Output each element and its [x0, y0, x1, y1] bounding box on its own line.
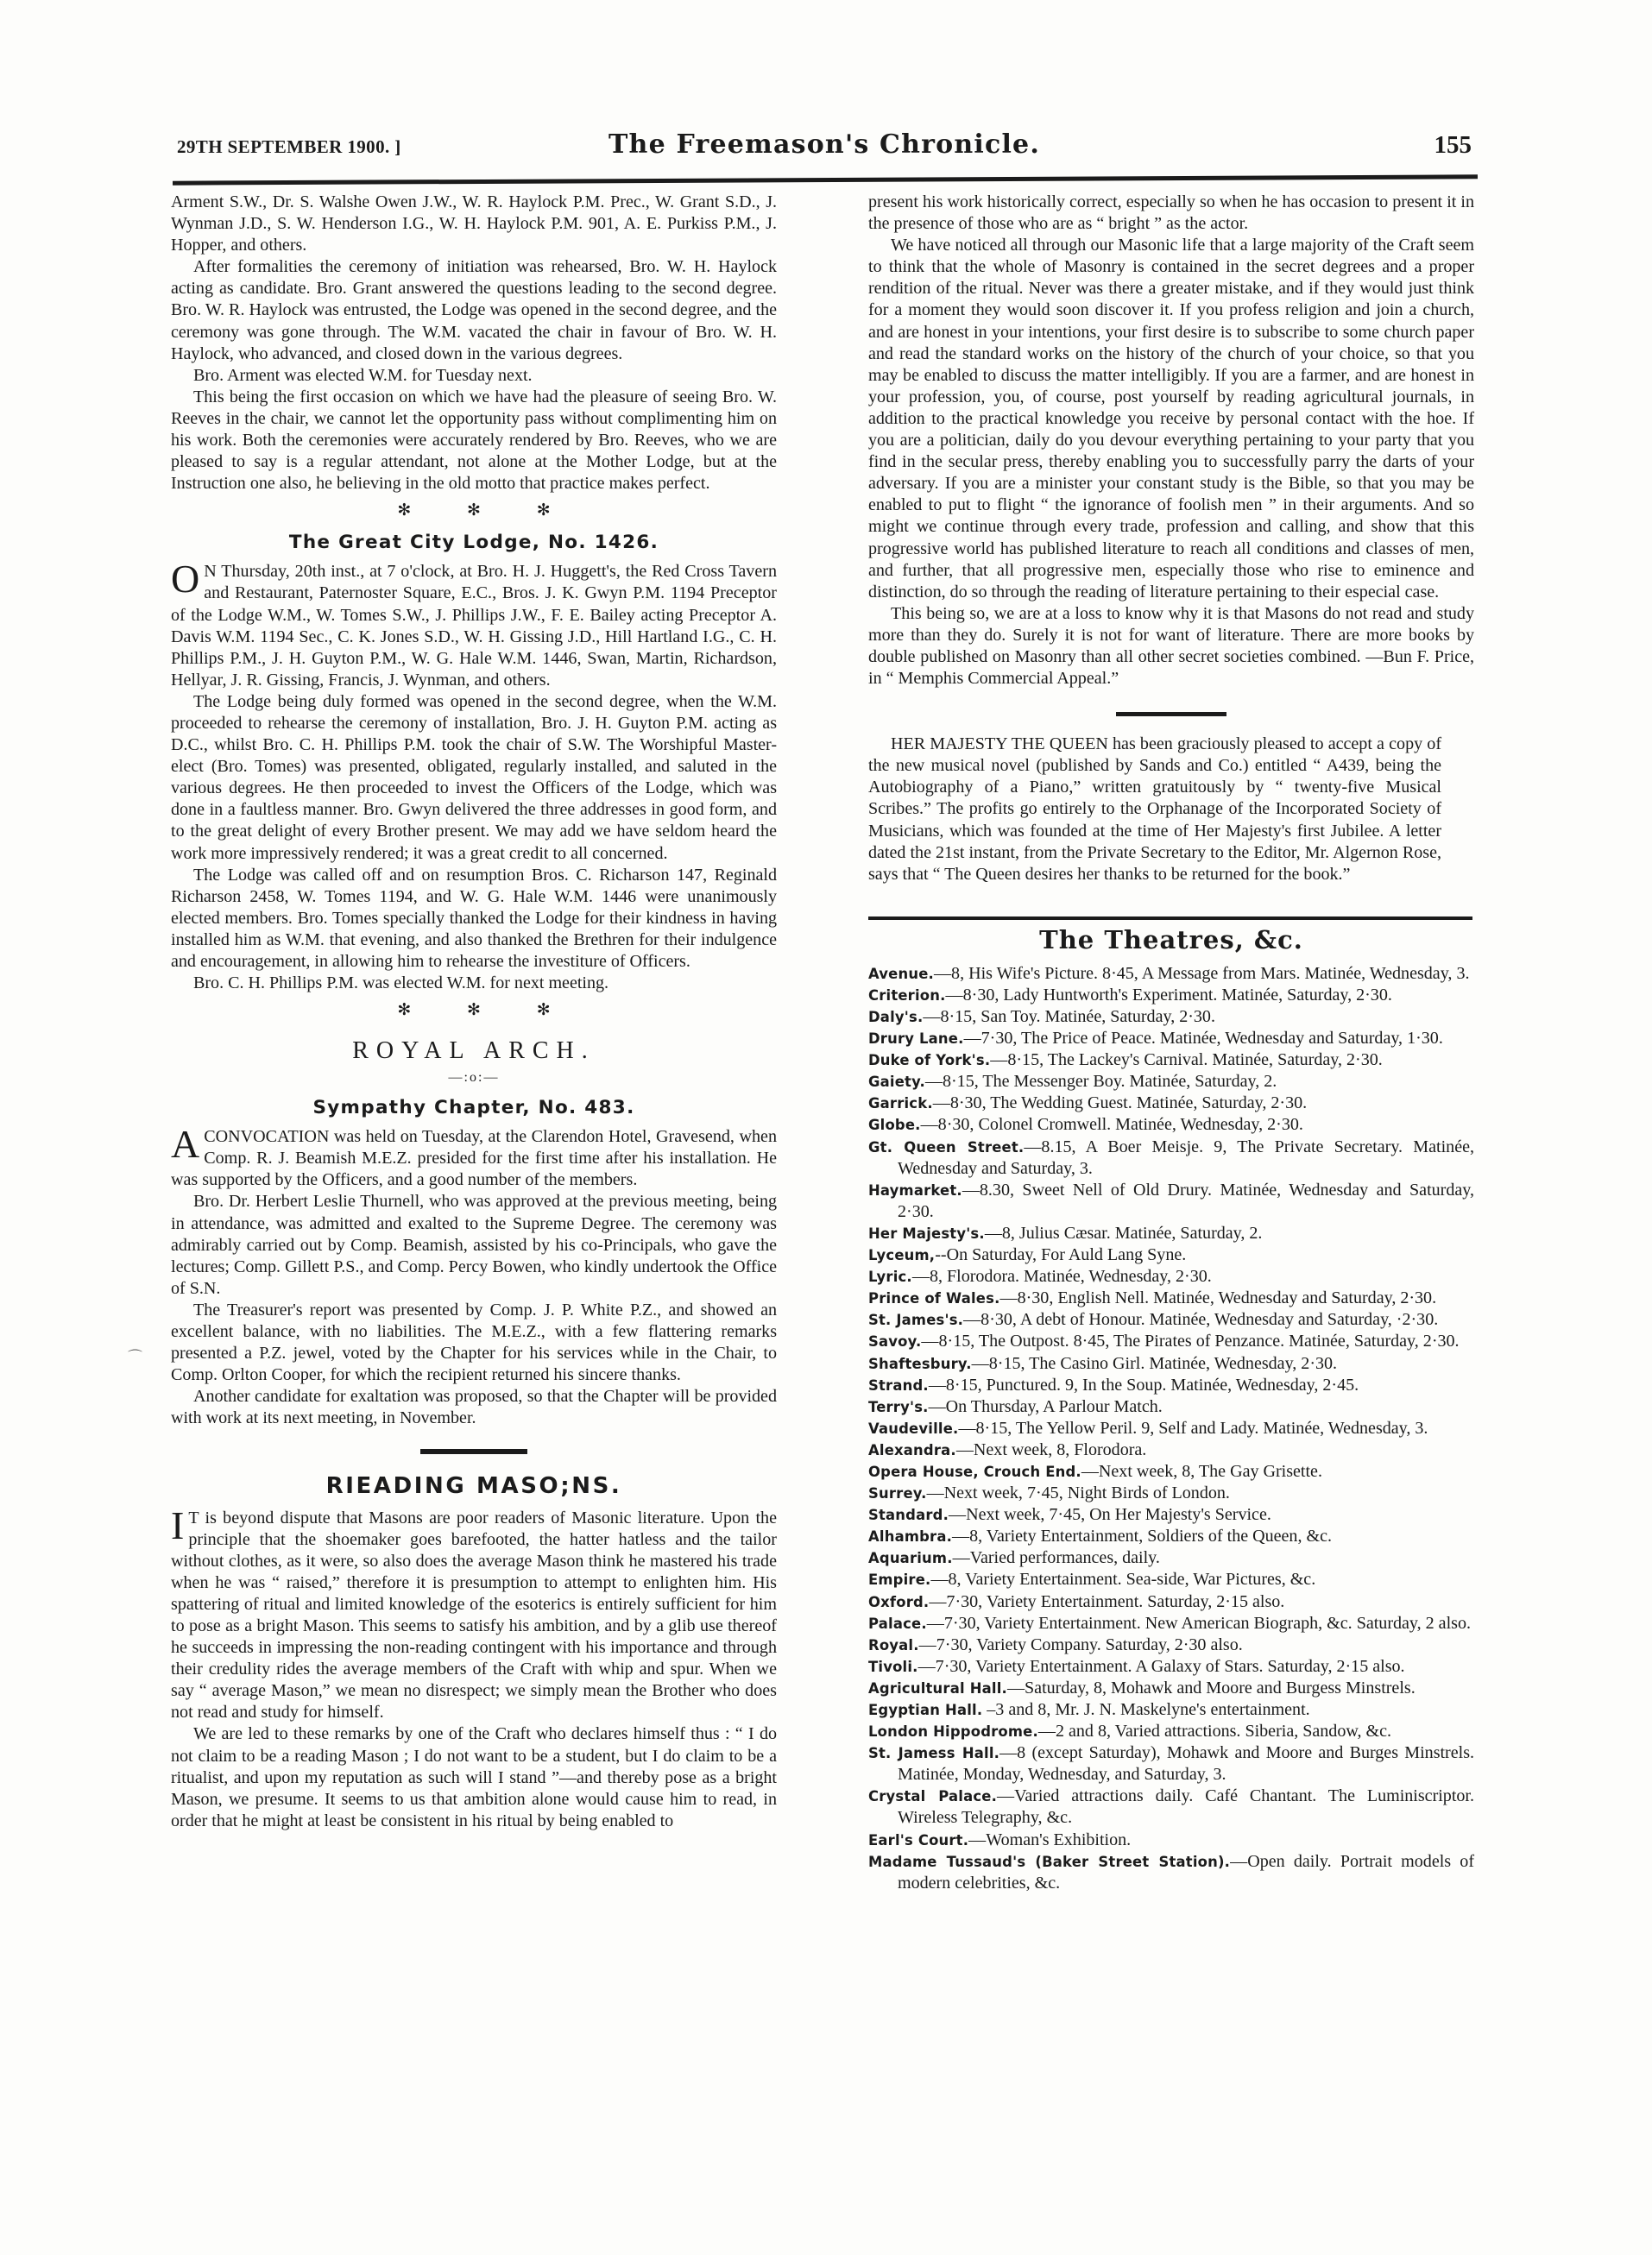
theatre-listing-item	[868, 1678, 1474, 1699]
theatre-listing-item	[868, 1137, 1474, 1180]
theatre-listing-item	[868, 1830, 1474, 1851]
theatre-programme-detail: —7·30, Variety Entertainment. Saturday, 2·15 also.	[929, 1591, 1285, 1611]
theatre-listing-item	[868, 1309, 1474, 1331]
sympathy-chapter-heading: Sympathy Chapter, No. 483.	[312, 1097, 635, 1119]
theatre-venue-name: Gaiety.	[868, 1074, 925, 1091]
theatre-programme-detail: —Next week, 7·45, Night Birds of London.	[926, 1483, 1230, 1503]
section-rule	[420, 1449, 527, 1454]
sympathy-chapter-paragraph: The Treasurer's report was presented by Comp. J. P. White P.Z., and showed an excellent balance, with no liabilities. The M.E.Z., with a few flattering remarks presented a P.Z. jewel, voted by the Chapter for his services while in the Chair, to Comp. Orlton Cooper, for which the recipient returned his sincere thanks.	[171, 1300, 777, 1385]
theatre-listing-item	[868, 1418, 1474, 1439]
theatre-programme-detail: —7·30, Variety Entertainment. New American Biograph, &c. Saturday, 2 also.	[926, 1613, 1471, 1633]
royal-arch-divider: —:o:—	[448, 1070, 500, 1086]
theatre-venue-name: Savoy.	[868, 1333, 922, 1351]
editorial-paragraph: present his work historically correct, especially so when he has occasion to present it in the presence of those who are as “ bright ” as the actor.	[868, 192, 1474, 234]
theatre-venue-name: Alexandra.	[868, 1441, 956, 1458]
theatre-listing-item	[868, 1114, 1474, 1136]
theatre-programme-detail: —7·30, Variety Entertainment. A Galaxy of Stars. Saturday, 2·15 also.	[917, 1656, 1405, 1676]
theatre-programme-detail: —8.15, A Boer Meisje. 9, The Private Secretary. Matinée, Wednesday and Saturday, 3.	[898, 1137, 1474, 1178]
theatre-venue-name: Terry's.	[868, 1398, 929, 1415]
sympathy-chapter-paragraph: Another candidate for exaltation was proposed, so that the Chapter will be provided with work at its next meeting, in November.	[171, 1387, 777, 1428]
theatre-venue-name: Royal.	[868, 1636, 919, 1653]
theatre-programme-detail: —2 and 8, Varied attractions. Siberia, Sandow, &c.	[1037, 1722, 1392, 1742]
theatre-listing-item	[868, 1071, 1474, 1093]
theatre-listing-item	[868, 1591, 1474, 1613]
theatre-venue-name: Empire.	[868, 1572, 931, 1589]
drop-cap-letter: O	[171, 557, 200, 602]
theatre-venue-name: Madame Tussaud's (Baker Street Station).	[868, 1853, 1231, 1870]
theatre-venue-name: Agricultural Hall.	[868, 1679, 1007, 1697]
theatre-programme-detail: —Varied performances, daily.	[952, 1548, 1160, 1568]
masthead-rule	[173, 174, 1478, 185]
theatre-listing-item	[868, 1526, 1474, 1547]
star-divider: ✻ ✻ ✻	[397, 501, 577, 520]
lodge-report-paragraph: Bro. Arment was elected W.M. for Tuesday next.	[193, 365, 533, 385]
theatre-listing-item	[868, 1742, 1474, 1786]
theatre-programme-detail: —8·15, The Messenger Boy. Matinée, Saturday, 2.	[924, 1072, 1277, 1092]
issue-date: 29TH SEPTEMBER 1900. ]	[177, 136, 401, 157]
page-number: 155	[1434, 131, 1472, 159]
theatre-venue-name: St. Jamess Hall.	[868, 1745, 1000, 1762]
great-city-lodge-paragraph: The Lodge being duly formed was opened in the second degree, when the W.M. proceeded to rehearse the ceremony of installation, Bro. J. H. Guyton P.M. acting as D.C., whilst Bro. C. H. Phillips P.M. took the chair of S.W. The Worshipful Master-elect (Bro. Tomes) was presented, obligated, regularly installed, and saluted in the various degrees. He then proceeded to invest the Officers of the Lodge, which was done in a faultless manner. Bro. Gwyn delivered the three addresses in good form, and to the great delight of every Brother present. We may add we have seldom heard the work more impressively rendered; it was a great credit to all concerned.	[171, 691, 777, 863]
theatre-venue-name: St. James's.	[868, 1312, 964, 1329]
theatre-venue-name: Surrey.	[868, 1485, 927, 1502]
editorial-paragraph: We have noticed all through our Masonic life that a large majority of the Craft seem to think that the whole of Masonry is contained in the secret degrees and a proper rendition of the ritual. Never was there a greater mistake, and if they would just think for a moment they would soon discover it. If you profess religion and join a church, and are honest in your intentions, your first desire is to subscribe to some church paper and read the standard works on the history of the church of your choice, so that you may be enabled to discuss the matter intelligibly. If you are a farmer, and are honest in your profession, you, of course, post yourself by reading agricultural journals, in addition to the practical knowledge you receive by personal contact with the hoe. If you are a politician, daily do you devour everything pertaining to your party that you find in the secular press, thereby enabling you to successfully parry the darts of your adversary. If you are a minister your constant study is the Bible, so that you may be enabled to put to flight “ the ignorance of foolish men ” in their arguments. And so might we continue through every trade, profession and calling, and show that this progressive world has published literature to reach all conditions and classes of men, and further, that all progressive men, especially those who rise to eminence and distinction, do so through the reading of literature pertaining to their especial case.	[868, 236, 1474, 602]
theatre-programme-detail: —Open daily. Portrait models of modern celebrities, &c.	[898, 1851, 1475, 1893]
theatre-listing-item	[868, 1244, 1474, 1266]
theatre-venue-name: Her Majesty's.	[868, 1225, 985, 1242]
theatre-listing-item	[868, 1483, 1474, 1504]
great-city-lodge-heading: The Great City Lodge, No. 1426.	[288, 532, 659, 554]
theatre-venue-name: Palace.	[868, 1615, 927, 1632]
theatre-listing-item	[868, 1049, 1474, 1071]
paragraph-text: T is beyond dispute that Masons are poor readers of Masonic literature. Upon the principle that the shoemaker goes barefooted, the hatter hatless and the tailor without clothes, as it were, so also does the average Mason think he mastered his trade when he was “ raised,” therefore it is presumption to attempt to enlighten him. His spattering of ritual and limited knowledge of the esoterics is entirely sufficient for him to pose as a bright Mason. This seems to satisfy his ambition, and by a glib use thereof he succeeds in impressing the non-reading contingent with his importance and through their credulity rides the average members of the Craft with whip and spur. When we say “ average Mason,” we mean no disrespect; we simply mean the Brother who does not read and study for himself.	[171, 1508, 777, 1723]
paragraph-text: CONVOCATION was held on Tuesday, at the Clarendon Hotel, Gravesend, when Comp. R. J. Beamish M.E.Z. presided for the first time after his installation. He was supported by the Officers, and a good number of the members.	[171, 1127, 777, 1190]
theatre-venue-name: Lyric.	[868, 1269, 912, 1286]
theatre-listing-item	[868, 1180, 1474, 1223]
editorial-paragraph: This being so, we are at a loss to know why it is that Masons do not read and study more than they do. Surely it is not for want of literature. There are more books by double published on Masonry than all other secret societies combined. —Bun F. Price, in “ Memphis Commercial Appeal.”	[868, 603, 1474, 689]
theatre-listing-item	[868, 1851, 1474, 1894]
theatre-venue-name: Alhambra.	[868, 1528, 953, 1546]
theatre-venue-name: Crystal Palace.	[868, 1788, 997, 1805]
drop-cap-letter: A	[171, 1122, 200, 1167]
paragraph-text: N Thursday, 20th inst., at 7 o'clock, at Bro. H. J. Huggett's, the Red Cross Tavern and Restaurant, Paternoster Square, E.C., Bros. J. K. Gwyn P.M. 1194 Preceptor of the Lodge W.M., W. Tomes S.W., J. Phillips J.W., F. E. Bailey acting Preceptor A. Davis W.M. 1194 Sec., C. K. Jones S.D., W. H. Gissing J.D., Hill Hartland I.G., C. H. Phillips P.M., J. H. Guyton P.M., W. G. Hale W.M. 1446, Swan, Martin, Richardson, Hellyar, J. R. Gissing, Francis, J. Wynman, and others.	[171, 562, 777, 690]
reading-masons-opening	[171, 1502, 777, 1724]
theatre-programme-detail: —8·30, Colonel Cromwell. Matinée, Wednesday, 2·30.	[920, 1115, 1303, 1135]
theatre-listing-item	[868, 1635, 1474, 1656]
theatre-listing-item	[868, 1223, 1474, 1244]
theatre-programme-detail: —Woman's Exhibition.	[968, 1830, 1132, 1849]
theatre-venue-name: Aquarium.	[868, 1550, 953, 1567]
theatre-venue-name: Tivoli.	[868, 1658, 918, 1675]
theatre-venue-name: Standard.	[868, 1507, 949, 1524]
theatre-programme-detail: —8, His Wife's Picture. 8·45, A Message from Mars. Matinée, Wednesday, 3.	[933, 963, 1470, 983]
theatre-programme-detail: —Next week, 7·45, On Her Majesty's Service.	[949, 1505, 1271, 1525]
theatre-venue-name: Prince of Wales.	[868, 1290, 1000, 1307]
theatre-programme-detail: —7·30, The Price of Peace. Matinée, Wednesday and Saturday, 1·30.	[963, 1029, 1443, 1049]
theatre-listing-item	[868, 1656, 1474, 1678]
theatre-listing-item	[868, 1721, 1474, 1742]
theatre-listing-item	[868, 1547, 1474, 1569]
theatre-listing-item	[868, 1699, 1474, 1721]
theatre-listing-item	[868, 1353, 1474, 1375]
theatre-programme-detail: —8·15, The Lackey's Carnival. Matinée, Saturday, 2·30.	[990, 1050, 1383, 1070]
theatre-venue-name: Oxford.	[868, 1593, 930, 1610]
theatre-programme-detail: —8·30, Lady Huntworth's Experiment. Matinée, Saturday, 2·30.	[945, 985, 1392, 1005]
theatre-programme-detail: —Next week, 8, The Gay Grisette.	[1081, 1461, 1322, 1481]
theatre-programme-detail: —Varied attractions daily. Café Chantant. The Luminiscriptor. Wireless Telegraphy, &c.	[898, 1786, 1474, 1828]
queen-notice-lead: HER MAJESTY THE QUEEN	[891, 734, 1108, 754]
great-city-lodge-opening	[171, 557, 777, 691]
theatre-venue-name: Haymarket.	[868, 1181, 962, 1199]
sympathy-chapter-opening	[171, 1122, 777, 1191]
theatre-listing-item	[868, 1093, 1474, 1114]
theatre-venue-name: Egyptian Hall.	[868, 1702, 983, 1718]
notice-rule	[1116, 712, 1226, 716]
theatre-listing-item	[868, 1439, 1474, 1461]
theatre-programme-detail: —8·30, The Wedding Guest. Matinée, Saturday, 2·30.	[932, 1093, 1308, 1113]
theatre-listing-item	[868, 1569, 1474, 1590]
theatre-listing-item	[868, 1504, 1474, 1526]
theatre-venue-name: Drury Lane.	[868, 1030, 964, 1048]
theatre-venue-name: Garrick.	[868, 1095, 933, 1112]
theatre-venue-name: Strand.	[868, 1376, 929, 1394]
great-city-lodge-paragraph: Bro. C. H. Phillips P.M. was elected W.M. for next meeting.	[193, 973, 609, 993]
queen-notice	[868, 734, 1441, 885]
theatre-listing-item	[868, 985, 1474, 1006]
left-column	[171, 192, 777, 1832]
theatre-venue-name: Avenue.	[868, 965, 934, 982]
theatres-heading: The Theatres, &c.	[1039, 924, 1303, 954]
theatre-listing-item	[868, 1613, 1474, 1635]
theatre-venue-name: Globe.	[868, 1117, 921, 1134]
reading-masons-paragraph: We are led to these remarks by one of the Craft who declares himself thus : “ I do not claim to be a reading Mason ; I do not want to be a student, but I do claim to be a ritualist, and upon my reputation as such will I stand ”—and thereby pose as a bright Mason, we presume. It seems to us that ambition alone would cause him to read, in order that he might at least be consistent in his ritual by being enabled to	[171, 1724, 777, 1830]
theatre-listing-item	[868, 963, 1474, 985]
theatre-programme-detail: —8·15, The Outpost. 8·45, The Pirates of Penzance. Matinée, Saturday, 2·30.	[921, 1332, 1460, 1351]
theatre-listing-item	[868, 1288, 1474, 1309]
theatre-venue-name: London Hippodrome.	[868, 1723, 1038, 1741]
theatre-programme-detail: —8 (except Saturday), Mohawk and Moore and Burges Minstrels. Matinée, Monday, Wednesday, and Saturday, 3.	[898, 1743, 1474, 1785]
theatre-listing-item	[868, 1028, 1474, 1049]
theatre-venue-name: Opera House, Crouch End.	[868, 1463, 1081, 1480]
theatre-programme-detail: —8, Variety Entertainment, Soldiers of the Queen, &c.	[952, 1527, 1332, 1546]
star-divider: ✻ ✻ ✻	[397, 1001, 577, 1020]
right-column	[868, 192, 1474, 1894]
theatre-programme-detail: —8, Florodora. Matinée, Wednesday, 2·30.	[911, 1267, 1212, 1287]
theatre-venue-name: Earl's Court.	[868, 1831, 969, 1849]
queen-notice-body: has been graciously pleased to accept a copy of the new musical novel (published by Sands and Co.) entitled “ A439, being the Autobiography of a Piano,” written gratuitously by “ twenty-five Musical Scribes.” The profits go entirely to the Orphanage of the Incorporated Society of Musicians, which was founded at the time of Her Majesty's first Jubilee. A letter dated the 21st instant, from the Private Secretary to the Editor, Mr. Algernon Rose, says that “ The Queen desires her thanks to be returned for the book.”	[868, 734, 1441, 884]
theatre-venue-name: Vaudeville.	[868, 1420, 959, 1437]
great-city-lodge-paragraph: The Lodge was called off and on resumption Bros. C. Richarson 147, Reginald Richarson 2458, W. Tomes 1194, and W. G. Hale W.M. 1446 were unanimously elected members. Bro. Tomes specially thanked the Lodge for their kindness in having installed him as W.M. that evening, and also thanked the Brethren for their indulgence and encouragement, in allowing him to rehearse the investiture of Officers.	[171, 865, 777, 971]
margin-annotation-mark: ⌒	[128, 1349, 142, 1365]
theatre-listing-item	[868, 1786, 1474, 1829]
theatre-programme-detail: —8·15, The Casino Girl. Matinée, Wednesday, 2·30.	[971, 1353, 1338, 1373]
theatre-programme-detail: —8·15, Punctured. 9, In the Soup. Matinée, Wednesday, 2·45.	[928, 1375, 1359, 1395]
theatre-venue-name: Shaftesbury.	[868, 1355, 972, 1372]
theatre-programme-detail: —8·15, San Toy. Matinée, Saturday, 2·30.	[923, 1007, 1215, 1026]
theatre-programme-detail: —8·30, A debt of Honour. Matinée, Wednesday and Saturday, ·2·30.	[963, 1310, 1439, 1330]
masthead	[177, 129, 1472, 174]
theatre-venue-name: Daly's.	[868, 1009, 924, 1025]
sympathy-chapter-paragraph: Bro. Dr. Herbert Leslie Thurnell, who was approved at the previous meeting, being in attendance, was admitted and exalted to the Supreme Degree. The ceremony was admirably carried out by Comp. Beamish, assisted by his co-Principals, who gave the lectures; Comp. Gillett P.S., and Comp. Percy Bowen, who kindly undertook the Office of S.N.	[171, 1192, 777, 1298]
theatre-listing-item	[868, 1266, 1474, 1288]
lodge-report-paragraph: This being the first occasion on which we have had the pleasure of seeing Bro. W. Reeves in the chair, we cannot let the opportunity pass without complimenting him on his work. Both the ceremonies were accurately rendered by Bro. Reeves, who we are pleased to say is a regular attendant, not alone at the Mother Lodge, but at the Instruction one also, he believing in the old motto that practice makes perfect.	[171, 387, 777, 494]
theatre-programme-detail: —8·15, The Yellow Peril. 9, Self and Lady. Matinée, Wednesday, 3.	[958, 1418, 1428, 1438]
theatre-venue-name: Lyceum,	[868, 1247, 936, 1264]
theatre-listing-item	[868, 1461, 1474, 1483]
theatre-venue-name: Criterion.	[868, 986, 946, 1004]
theatre-listing-item	[868, 1006, 1474, 1028]
theatres-listing-list	[868, 963, 1474, 1894]
theatre-programme-detail: —8, Julius Cæsar. Matinée, Saturday, 2.	[984, 1223, 1263, 1243]
theatre-programme-detail: —8.30, Sweet Nell of Old Drury. Matinée, Wednesday and Saturday, 2·30.	[898, 1180, 1474, 1221]
theatre-programme-detail: —7·30, Variety Company. Saturday, 2·30 also.	[918, 1635, 1243, 1654]
theatres-rule	[868, 916, 1472, 920]
theatre-listing-item	[868, 1396, 1474, 1418]
theatre-programme-detail: —Next week, 8, Florodora.	[955, 1439, 1147, 1459]
theatre-programme-detail: —8, Variety Entertainment. Sea-side, War Pictures, &c.	[930, 1570, 1316, 1590]
theatre-programme-detail: —On Thursday, A Parlour Match.	[928, 1396, 1163, 1416]
theatre-programme-detail: –3 and 8, Mr. J. N. Maskelyne's entertainment.	[982, 1700, 1310, 1719]
theatre-programme-detail: —8·30, English Nell. Matinée, Wednesday and Saturday, 2·30.	[999, 1288, 1437, 1308]
theatre-venue-name: Duke of York's.	[868, 1052, 991, 1069]
reading-masons-heading: RIEADING MASO;NS.	[325, 1472, 622, 1499]
theatre-listing-item	[868, 1375, 1474, 1396]
lodge-report-paragraph: Arment S.W., Dr. S. Walshe Owen J.W., W. R. Haylock P.M. Prec., W. Grant S.D., J. Wynman J.D., S. W. Henderson I.G., W. H. Haylock P.M. 901, A. E. Purkiss P.M., J. Hopper, and others.	[171, 192, 777, 255]
royal-arch-heading: ROYAL ARCH.	[352, 1037, 596, 1065]
drop-cap-letter: I	[171, 1502, 185, 1547]
theatre-programme-detail: --On Saturday, For Auld Lang Syne.	[935, 1245, 1187, 1265]
theatre-venue-name: Gt. Queen Street.	[868, 1138, 1025, 1156]
theatre-listing-item	[868, 1331, 1474, 1352]
theatre-programme-detail: —Saturday, 8, Mohawk and Moore and Burgess Minstrels.	[1006, 1678, 1416, 1698]
publication-title: The Freemason's Chronicle.	[608, 129, 1040, 160]
lodge-report-paragraph: After formalities the ceremony of initiation was rehearsed, Bro. W. H. Haylock acting as candidate. Bro. Grant answered the questions leading to the second degree. Bro. W. R. Haylock was entrusted, the Lodge was opened in the second degree, and the ceremony was gone through. The W.M. vacated the chair in favour of Bro. W. H. Haylock, who advanced, and closed down in the various degrees.	[171, 257, 777, 363]
